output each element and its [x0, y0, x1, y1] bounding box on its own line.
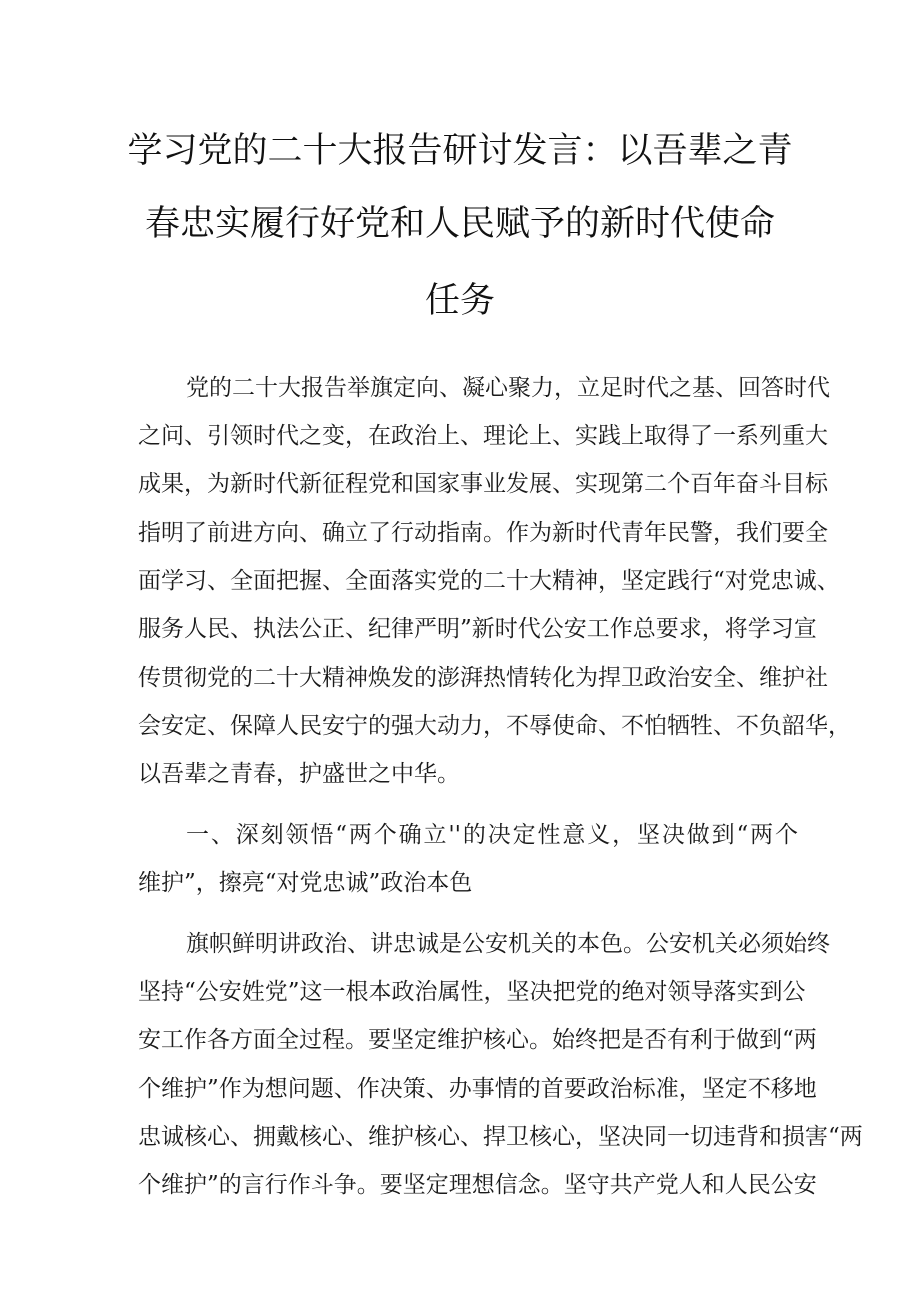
text-line: 以吾辈之青春，护盛世之中华。 [138, 761, 460, 787]
document-title-line-1: 学习党的二十大报告研讨发言：以吾辈之青 [127, 131, 793, 171]
text-line: 个维护”作为想问题、作决策、办事情的首要政治标准，坚定不移地 [138, 1076, 817, 1102]
text-line: 坚持“公安姓党”这一根本政治属性，坚决把党的绝对领导落实到公 [138, 979, 806, 1005]
text-line: 旗帜鲜明讲政治、讲忠诚是公安机关的本色。公安机关必须始终 [186, 931, 830, 957]
text-line: 安工作各方面全过程。要坚定维护核心。始终把是否有利于做到“两 [138, 1027, 817, 1053]
text-line: 党的二十大报告举旗定向、凝心聚力，立足时代之基、回答时代 [186, 375, 830, 401]
text-line: 忠诚核心、拥戴核心、维护核心、捍卫核心，坚决同一切违背和损害“两 [138, 1124, 863, 1150]
text-line: 一、深刻领悟“两个确立''的决定性意义，坚决做到“两个 [186, 822, 798, 848]
text-line: 指明了前进方向、确立了行动指南。作为新时代青年民警，我们要全 [138, 520, 828, 546]
text-line: 服务人民、执法公正、纪律严明”新时代公安工作总要求，将学习宣 [138, 616, 817, 642]
text-line: 之问、引领时代之变，在政治上、理论上、实践上取得了一系列重大 [138, 423, 828, 449]
text-line: 个维护”的言行作斗争。要坚定理想信念。坚守共产党人和人民公安 [138, 1172, 817, 1198]
text-line: 传贯彻党的二十大精神焕发的澎湃热情转化为捍卫政治安全、维护社 [138, 665, 828, 691]
document-title-line-2: 春忠实履行好党和人民赋予的新时代使命 [144, 204, 775, 244]
text-line: 面学习、全面把握、全面落实党的二十大精神，坚定践行“对党忠诚、 [138, 568, 840, 594]
text-line: 维护”，擦亮“对党忠诚”政治本色 [138, 870, 473, 896]
text-line: 会安定、保障人民安宁的强大动力，不辱使命、不怕牺牲、不负韶华， [138, 713, 851, 739]
document-title-line-3: 任务 [424, 281, 495, 321]
text-line: 成果，为新时代新征程党和国家事业发展、实现第二个百年奋斗目标 [138, 471, 828, 497]
